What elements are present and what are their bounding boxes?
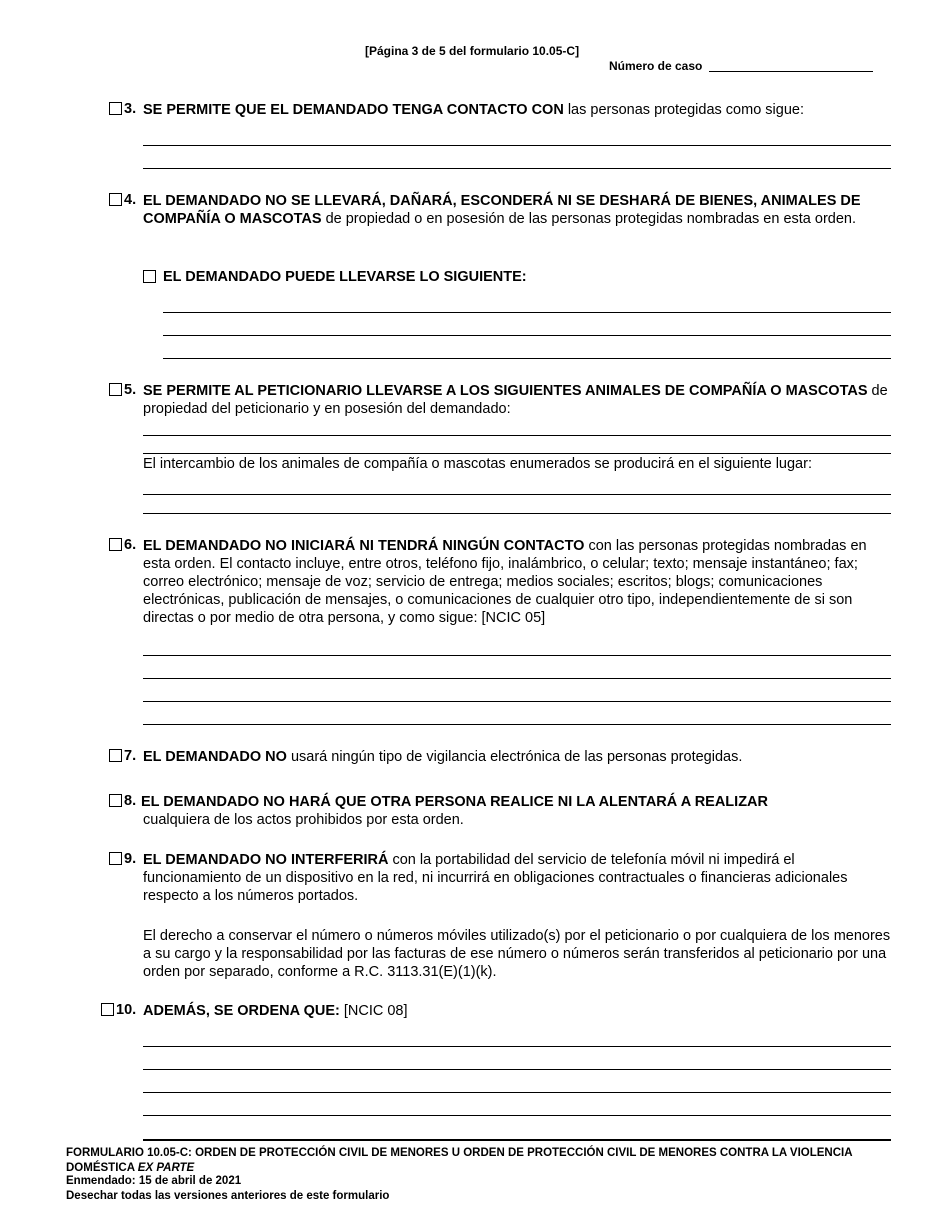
item-7-rest: usará ningún tipo de vigilancia electrónica de las personas protegidas. xyxy=(286,749,743,765)
item-9-checkbox[interactable] xyxy=(109,852,122,865)
item-5-fill-line[interactable] xyxy=(143,435,891,436)
footer-form-title-text: FORMULARIO 10.05-C: ORDEN DE PROTECCIÓN CIVIL DE MENORES U ORDEN DE PROTECCIÓN CIVIL DE MENORES CONTRA LA VIOLENCIA DOMÉSTICA xyxy=(66,1147,853,1174)
item-5-checkbox[interactable] xyxy=(109,383,122,396)
item-8-text xyxy=(141,793,889,811)
item-6-number: 6. xyxy=(124,537,137,553)
item-8-number: 8. xyxy=(124,793,137,809)
item-8-bold: EL DEMANDADO NO HARÁ QUE OTRA PERSONA REALICE NI LA ALENTARÁ A REALIZAR xyxy=(141,794,768,810)
page-label: [Página 3 de 5 del formulario 10.05-C] xyxy=(365,44,580,58)
footer-form-title xyxy=(66,1146,886,1176)
item-3-fill-line[interactable] xyxy=(143,145,891,146)
item-3-checkbox[interactable] xyxy=(109,102,122,115)
item-6-bold: EL DEMANDADO NO INICIARÁ NI TENDRÁ NINGÚN CONTACTO xyxy=(143,538,585,554)
item-7-text xyxy=(143,748,891,766)
item-10-fill-line[interactable] xyxy=(143,1092,891,1093)
item-3-bold: SE PERMITE QUE EL DEMANDADO TENGA CONTACTO CON xyxy=(143,102,564,118)
footer-amended: Enmendado: 15 de abril de 2021 xyxy=(66,1175,242,1187)
item-9-number: 9. xyxy=(124,851,137,867)
item-6-fill-line[interactable] xyxy=(143,701,891,702)
item-8-checkbox[interactable] xyxy=(109,794,122,807)
item-6-fill-line[interactable] xyxy=(143,678,891,679)
case-number-field[interactable] xyxy=(709,71,873,72)
item-5-fill-line[interactable] xyxy=(143,513,891,514)
item-9-rest: con la portabilidad del servicio de telefonía móvil ni impedirá el funcionamiento de un dispositivo en la red, ni incurrirá en obligaciones contractuales o financieras adicionales respecto a los números portados. xyxy=(143,852,848,904)
item-4-fill-line[interactable] xyxy=(163,335,891,336)
footer-rule xyxy=(143,1139,891,1141)
item-7-checkbox[interactable] xyxy=(109,749,122,762)
item-6-rest: con las personas protegidas nombradas en esta orden. El contacto incluye, entre otros, teléfono fijo, inalámbrico, o celular; texto; mensaje instantáneo; fax; correo electrónico; mensaje de voz; servicio de entrega; medios sociales; escritos; blogs; comunicaciones electrónicas, publicación de mensajes, o comunicaciones de cualquier otro tipo, independientemente de si son directas o por medio de otra persona, y como sigue: [NCIC 05] xyxy=(143,538,867,626)
item-10-fill-line[interactable] xyxy=(143,1115,891,1116)
item-3-fill-line[interactable] xyxy=(143,168,891,169)
item-10-fill-line[interactable] xyxy=(143,1046,891,1047)
item-10-fill-line[interactable] xyxy=(143,1069,891,1070)
item-4-rest: de propiedad o en posesión de las personas protegidas nombradas en esta orden. xyxy=(321,211,857,227)
item-6-fill-line[interactable] xyxy=(143,655,891,656)
item-10-checkbox[interactable] xyxy=(101,1003,114,1016)
item-6-text xyxy=(143,537,891,627)
item-4-sub-label xyxy=(163,268,891,286)
item-3-rest: las personas protegidas como sigue: xyxy=(563,102,804,118)
item-4-text xyxy=(143,192,891,228)
item-5-fill-line[interactable] xyxy=(143,494,891,495)
item-4-fill-line[interactable] xyxy=(163,358,891,359)
item-4-sub-bold: EL DEMANDADO PUEDE LLEVARSE LO SIGUIENTE: xyxy=(163,269,527,285)
footer-discard-note: Desechar todas las versiones anteriores de este formulario xyxy=(66,1190,390,1202)
item-4-fill-line[interactable] xyxy=(163,312,891,313)
item-10-text xyxy=(143,1002,891,1020)
item-3-number: 3. xyxy=(124,101,137,117)
item-5-number: 5. xyxy=(124,382,137,398)
item-9-bold: EL DEMANDADO NO INTERFERIRÁ xyxy=(143,852,389,868)
item-5-fill-line[interactable] xyxy=(143,453,891,454)
item-5-rest: de propiedad del peticionario y en posesión del demandado: xyxy=(143,383,888,417)
item-10-number: 10. xyxy=(116,1002,137,1018)
item-6-fill-line[interactable] xyxy=(143,724,891,725)
item-4-bold: EL DEMANDADO NO SE LLEVARÁ, DAÑARÁ, ESCONDERÁ NI SE DESHARÁ DE BIENES, ANIMALES DE COMPAÑÍA O MASCOTAS xyxy=(143,193,861,227)
item-6-checkbox[interactable] xyxy=(109,538,122,551)
item-4-number: 4. xyxy=(124,192,137,208)
item-7-bold: EL DEMANDADO NO xyxy=(143,749,287,765)
item-10-bold: ADEMÁS, SE ORDENA QUE: xyxy=(143,1003,340,1019)
item-10-rest: [NCIC 08] xyxy=(339,1003,408,1019)
item-9-text xyxy=(143,851,891,905)
item-5-text xyxy=(143,382,891,418)
item-4-checkbox[interactable] xyxy=(109,193,122,206)
footer-form-title-italic: EX PARTE xyxy=(137,1162,195,1174)
item-5-exchange-text: El intercambio de los animales de compañía o mascotas enumerados se producirá en el siguiente lugar: xyxy=(143,456,812,472)
item-8-rest: cualquiera de los actos prohibidos por esta orden. xyxy=(143,812,464,828)
case-number-label: Número de caso xyxy=(609,59,703,73)
item-3-text xyxy=(143,101,891,119)
item-7-number: 7. xyxy=(124,748,137,764)
item-5-bold: SE PERMITE AL PETICIONARIO LLEVARSE A LOS SIGUIENTES ANIMALES DE COMPAÑÍA O MASCOTAS xyxy=(143,383,868,399)
item-9-extra-text: El derecho a conservar el número o números móviles utilizado(s) por el peticionario o por cualquiera de los menores a su cargo y la responsabilidad por las facturas de ese número o números serán transferidos al peticionario por una orden por separado, conforme a R.C. 3113.31(E)(1)(k). xyxy=(143,928,891,980)
item-4-sub-checkbox[interactable] xyxy=(143,270,156,283)
